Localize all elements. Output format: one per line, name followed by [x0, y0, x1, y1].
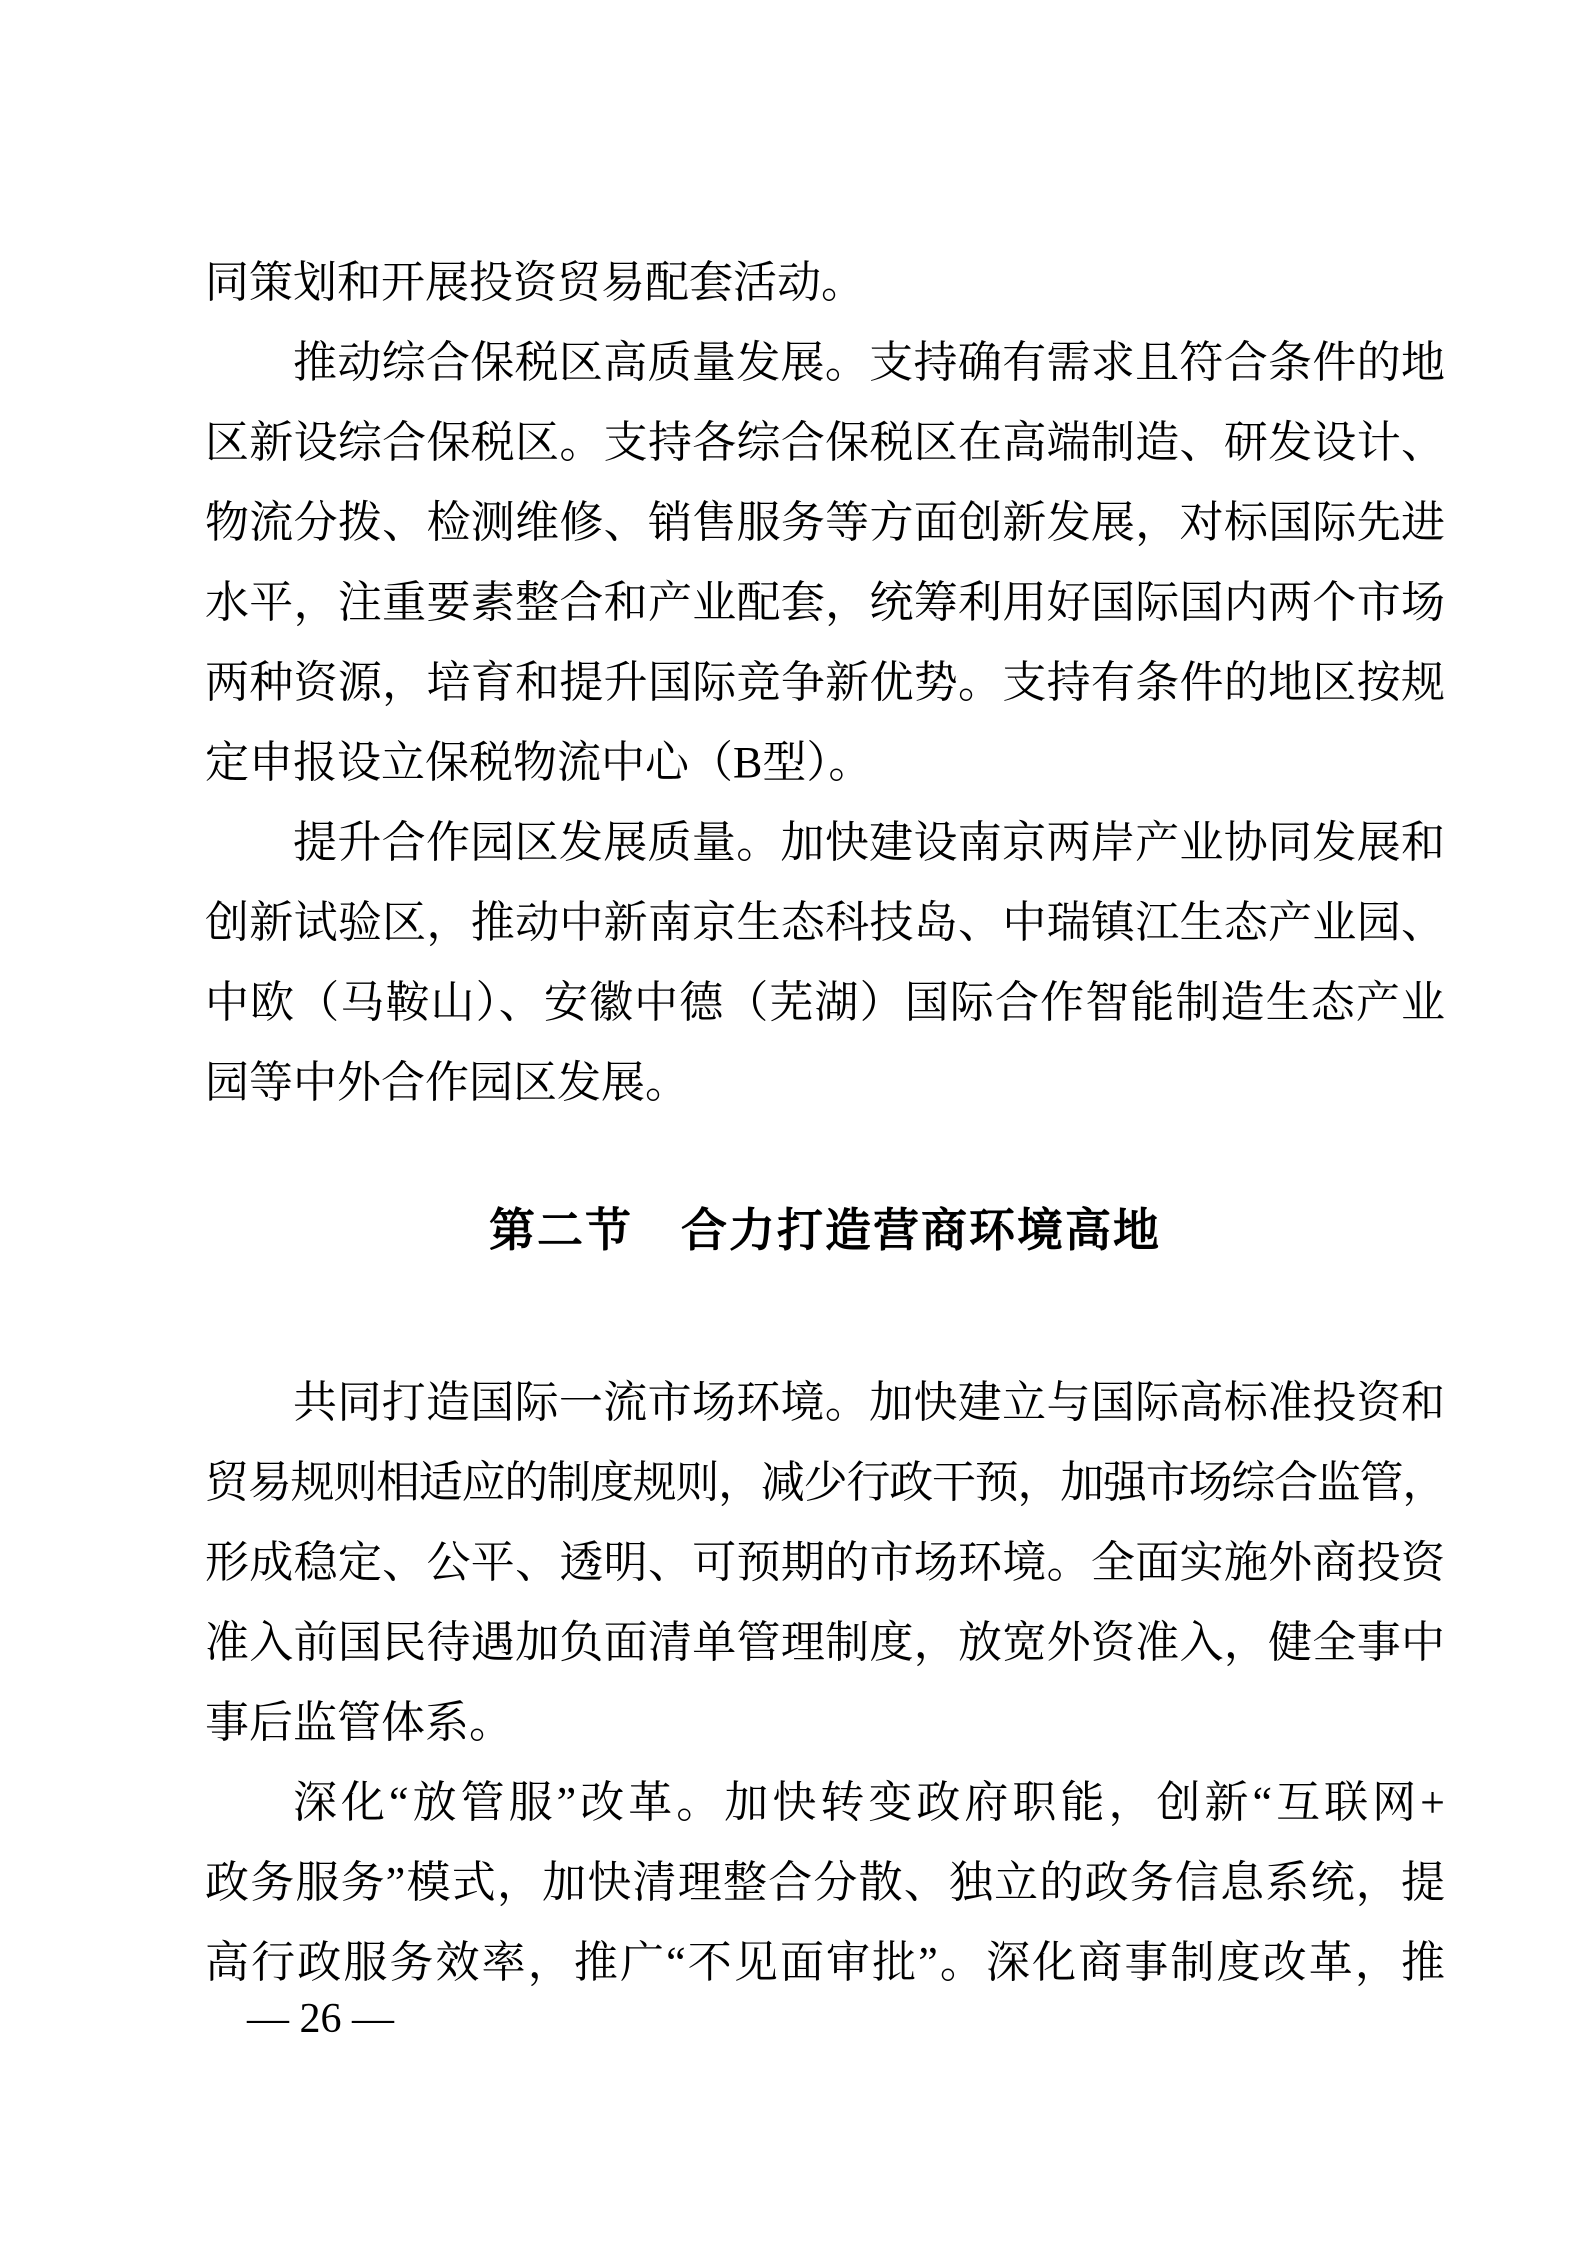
text-line: 同策划和开展投资贸易配套活动。 [205, 258, 865, 307]
text-line: 水平，注重要素整合和产业配套，统筹利用好国际国内两个市场 [205, 578, 1445, 627]
text-line: 中欧（马鞍山）、安徽中德（芜湖）国际合作智能制造生态产业 [205, 978, 1445, 1027]
text-line: 共同打造国际一流市场环境。加快建立与国际高标准投资和 [293, 1378, 1445, 1427]
text-line: 园等中外合作园区发展。 [205, 1058, 689, 1107]
text-line: 深化“放管服”改革。加快转变政府职能，创新“互联网+ [293, 1778, 1445, 1827]
text-line: 形成稳定、公平、透明、可预期的市场环境。全面实施外商投资 [205, 1538, 1445, 1587]
body-text-block [205, 243, 1445, 2003]
text-line: 事后监管体系。 [205, 1698, 513, 1747]
text-line: 准入前国民待遇加负面清单管理制度，放宽外资准入，健全事中 [205, 1618, 1445, 1667]
text-line: 区新设综合保税区。支持各综合保税区在高端制造、研发设计、 [205, 418, 1445, 467]
text-line: 提升合作园区发展质量。加快建设南京两岸产业协同发展和 [293, 818, 1445, 867]
text-line: 创新试验区，推动中新南京生态科技岛、中瑞镇江生态产业园、 [205, 898, 1445, 947]
page-number: — 26 — [247, 1996, 394, 2042]
text-line: 政务服务”模式，加快清理整合分散、独立的政务信息系统，提 [205, 1858, 1445, 1907]
text-line: 定申报设立保税物流中心（B型）。 [205, 738, 873, 787]
text-line: 两种资源，培育和提升国际竞争新优势。支持有条件的地区按规 [205, 658, 1445, 707]
section-heading: 第二节 合力打造营商环境高地 [489, 1205, 1161, 1256]
text-line: 推动综合保税区高质量发展。支持确有需求且符合条件的地 [293, 338, 1445, 387]
text-line: 物流分拨、检测维修、销售服务等方面创新发展，对标国际先进 [205, 498, 1445, 547]
text-line: 贸易规则相适应的制度规则，减少行政干预，加强市场综合监管， [205, 1458, 1445, 1507]
text-line: 高行政服务效率，推广“不见面审批”。深化商事制度改革，推 [205, 1938, 1445, 1987]
